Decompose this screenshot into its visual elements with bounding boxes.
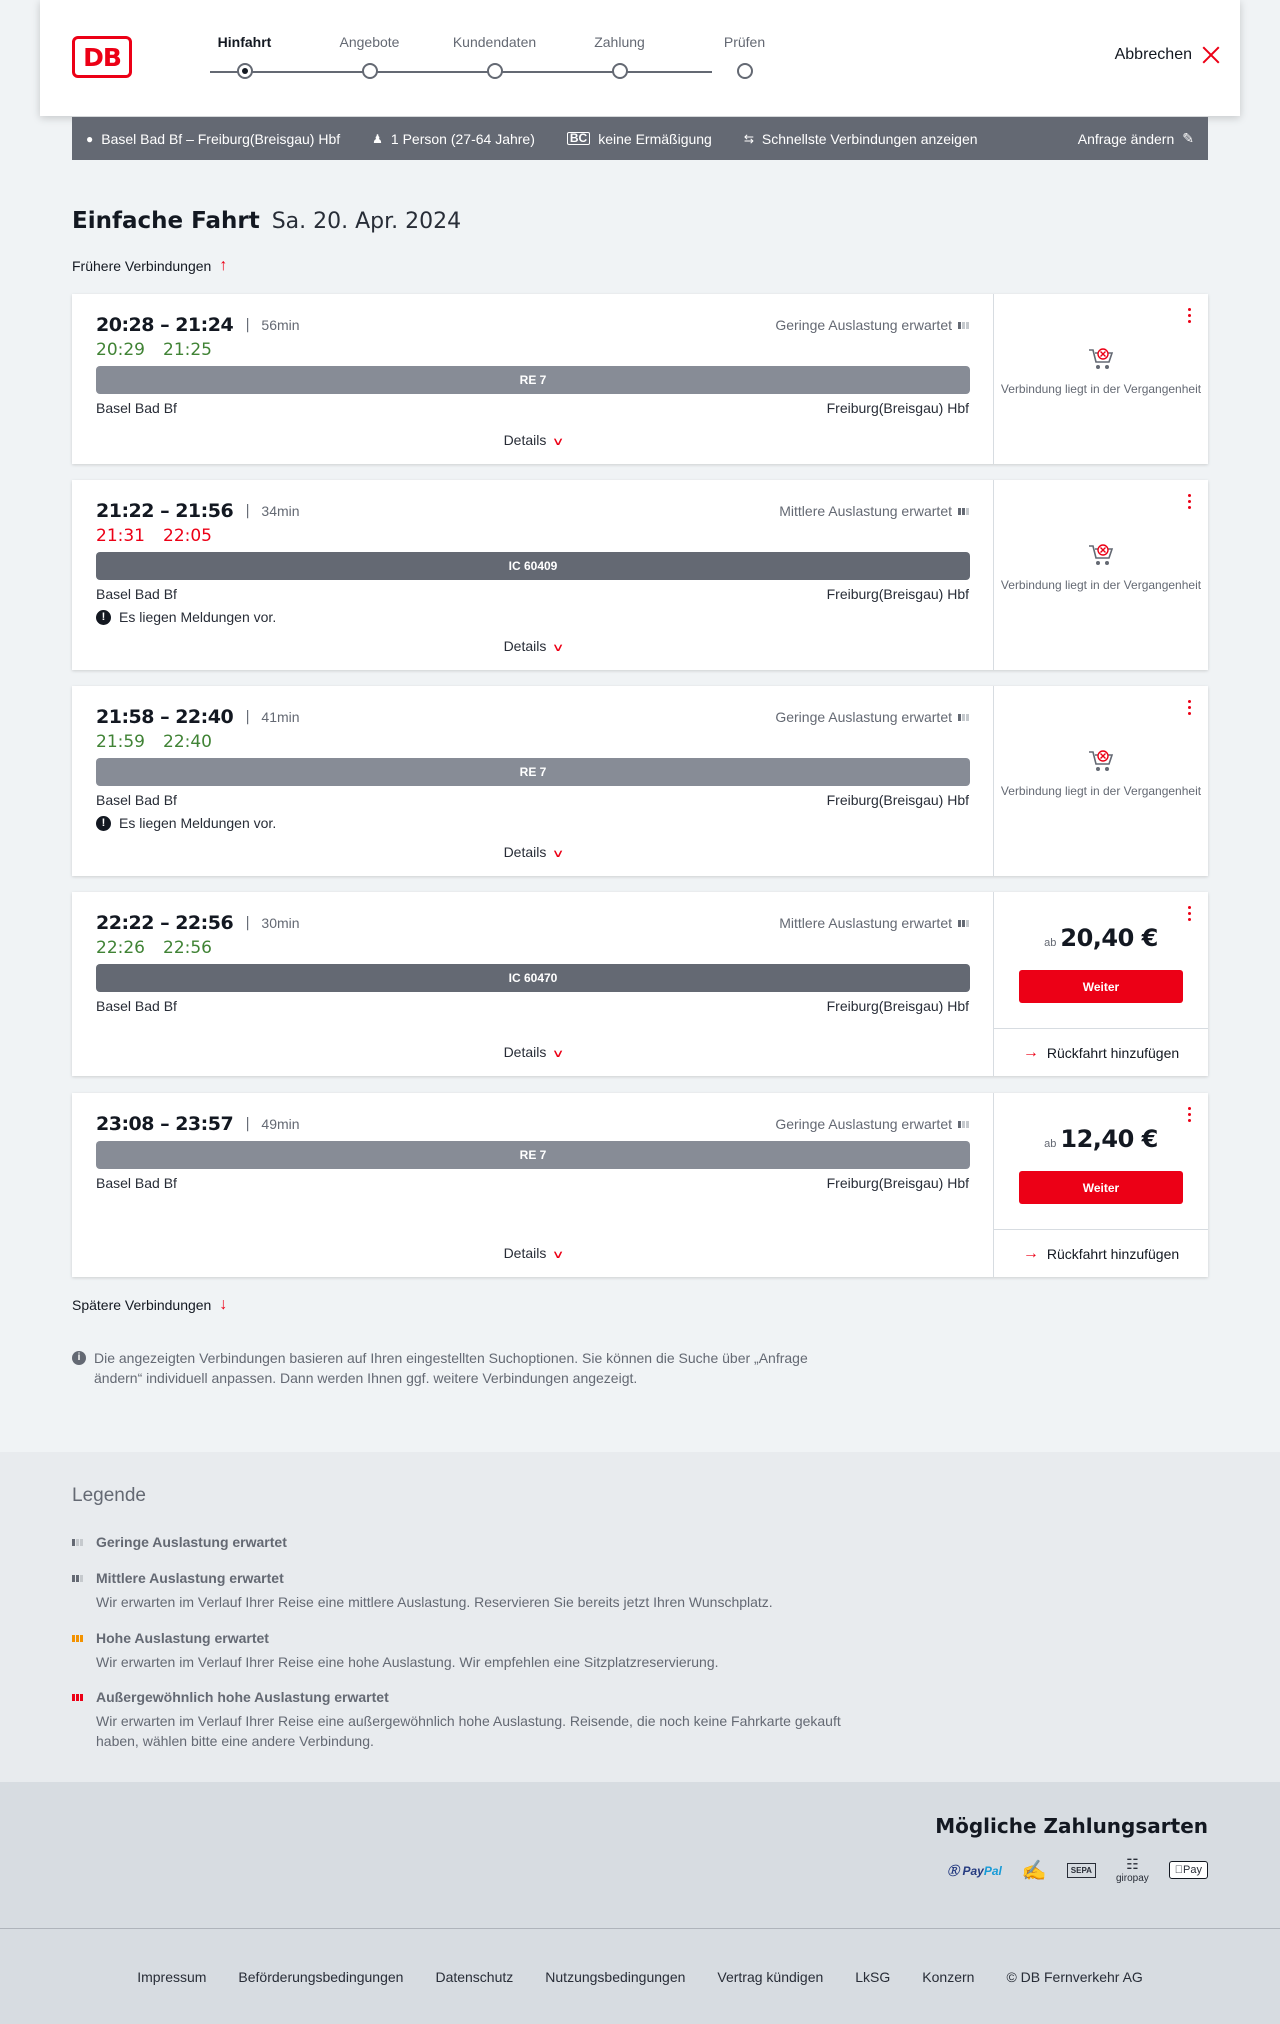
footer-link-befoerderungsbedingungen[interactable]: Beförderungsbedingungen	[238, 1968, 404, 1985]
progress-steps	[182, 32, 807, 92]
realtime-departure: 22:26	[96, 938, 145, 958]
cart-unavailable-icon	[1087, 748, 1115, 774]
details-label: Details	[503, 1044, 547, 1060]
legend-section	[0, 1452, 1280, 1782]
add-return-trip-button[interactable]	[994, 1028, 1208, 1076]
more-options-icon[interactable]	[1188, 494, 1192, 509]
pencil-icon: ✎	[1182, 130, 1194, 146]
occupancy-low-icon	[958, 1121, 969, 1128]
occupancy-indicator	[779, 915, 969, 931]
chevron-down-icon: ∨	[551, 848, 565, 860]
cancel-label: Abbrechen	[1114, 46, 1192, 63]
train-bar[interactable]: RE 7	[96, 758, 970, 786]
past-connection-text: Verbindung liegt in der Vergangenheit	[1000, 382, 1202, 396]
past-connection-notice	[994, 346, 1208, 397]
price-prefix: ab	[1044, 1138, 1057, 1150]
arrival-station: Freiburg(Breisgau) Hbf	[826, 400, 969, 416]
step-dot	[612, 63, 628, 79]
separator: |	[245, 1116, 250, 1132]
message-text: Es liegen Meldungen vor.	[119, 815, 277, 831]
header	[40, 0, 1240, 116]
duration: 30min	[261, 915, 300, 931]
arrow-right-icon: →	[1022, 1043, 1039, 1061]
continue-button[interactable]: Weiter	[1019, 970, 1183, 1003]
occupancy-low-icon	[72, 1539, 88, 1546]
occupancy-high-icon	[72, 1635, 88, 1642]
arrival-station: Freiburg(Breisgau) Hbf	[826, 998, 969, 1014]
step-zahlung	[557, 32, 682, 79]
realtime-times	[96, 938, 230, 958]
occupancy-low-icon	[958, 322, 969, 329]
connection-offer-area	[994, 892, 1208, 1076]
legend-item-text: Wir erwarten im Verlauf Ihrer Reise eine mittlere Auslastung. Reservieren Sie bereits jetzt Ihren Wunschplatz.	[96, 1594, 773, 1610]
occupancy-indicator	[779, 503, 969, 519]
details-toggle[interactable]	[72, 432, 994, 448]
connection-card	[72, 892, 1208, 1076]
step-label: Zahlung	[594, 34, 645, 50]
cart-unavailable-icon	[1087, 346, 1115, 372]
realtime-arrival: 22:40	[163, 732, 212, 752]
legend-item	[72, 1689, 856, 1751]
fastest-text: Schnellste Verbindungen anzeigen	[761, 130, 978, 147]
connection-details-area	[72, 892, 994, 1076]
close-icon	[1202, 46, 1220, 64]
connection-offer-area	[994, 294, 1208, 464]
connection-offer-area	[994, 1093, 1208, 1277]
search-info-note	[72, 1348, 852, 1388]
cart-unavailable-icon	[1087, 542, 1115, 568]
price-amount: 12,40 €	[1060, 1125, 1158, 1153]
occupancy-text: Mittlere Auslastung erwartet	[779, 915, 952, 931]
connection-times	[96, 912, 300, 934]
passenger-summary	[372, 131, 535, 147]
past-connection-notice	[994, 748, 1208, 799]
page-title	[72, 208, 461, 234]
step-label: Prüfen	[723, 34, 766, 50]
payment-methods-title: Mögliche Zahlungsarten	[935, 1814, 1208, 1838]
price-display	[994, 1125, 1208, 1153]
realtime-arrival: 22:05	[163, 526, 212, 546]
duration: 41min	[261, 709, 300, 725]
occupancy-text: Geringe Auslastung erwartet	[775, 1116, 952, 1132]
scheduled-times: 21:58 – 22:40	[96, 706, 234, 728]
departure-station: Basel Bad Bf	[96, 586, 177, 602]
footer-link-nutzungsbedingungen[interactable]: Nutzungsbedingungen	[545, 1968, 686, 1985]
realtime-departure: 21:59	[96, 732, 145, 752]
arrow-right-icon: →	[1022, 1244, 1039, 1262]
step-angebote	[307, 32, 432, 79]
departure-station: Basel Bad Bf	[96, 1175, 177, 1191]
credit-card-icon: ✍	[1021, 1859, 1047, 1882]
occupancy-text: Geringe Auslastung erwartet	[775, 709, 952, 725]
change-request-button[interactable]	[1078, 130, 1194, 147]
arrow-up-icon: ↑	[219, 257, 228, 274]
warning-icon: !	[96, 816, 111, 831]
duration: 34min	[261, 503, 300, 519]
chevron-down-icon: ∨	[551, 642, 565, 654]
step-label: Angebote	[339, 34, 400, 50]
more-options-icon[interactable]	[1188, 308, 1192, 323]
search-summary-bar	[72, 117, 1208, 160]
connection-card	[72, 686, 1208, 876]
step-pruefen	[682, 32, 807, 79]
details-label: Details	[503, 844, 547, 860]
trip-date: Sa. 20. Apr. 2024	[271, 209, 462, 234]
payment-icons	[947, 1856, 1208, 1884]
duration: 56min	[261, 317, 300, 333]
realtime-times	[96, 340, 230, 360]
train-bar[interactable]: IC 60409	[96, 552, 970, 580]
occupancy-medium-icon	[958, 508, 969, 515]
passenger-text: 1 Person (27-64 Jahre)	[390, 130, 535, 147]
legend-item-text: Wir erwarten im Verlauf Ihrer Reise eine außergewöhnlich hohe Auslastung. Reisende, die noch keine Fahrkarte gekauft haben, wählen bitte eine andere Verbindung.	[96, 1713, 841, 1749]
info-text: Die angezeigten Verbindungen basieren auf Ihren eingestellten Suchoptionen. Sie können die Suche über „Anfrage ändern“ individuell anpassen. Dann werden Ihnen ggf. weitere Verbindungen angezeigt.	[94, 1350, 808, 1386]
connection-card	[72, 294, 1208, 464]
message-notice[interactable]	[96, 815, 276, 831]
chevron-down-icon: ∨	[551, 1249, 565, 1261]
connection-details-area	[72, 1093, 994, 1277]
message-text: Es liegen Meldungen vor.	[119, 609, 277, 625]
details-label: Details	[503, 1245, 547, 1261]
later-connections-link[interactable]	[72, 1296, 227, 1314]
legend-item	[72, 1570, 856, 1612]
realtime-times	[96, 732, 230, 752]
legend-title: Legende	[72, 1485, 146, 1506]
train-bar[interactable]: RE 7	[96, 1141, 970, 1169]
footer-link-vertrag-kuendigen[interactable]: Vertrag kündigen	[717, 1968, 824, 1985]
connection-details-area	[72, 294, 994, 464]
add-return-trip-button[interactable]	[994, 1229, 1208, 1277]
sepa-icon: SEPA	[1067, 1863, 1096, 1878]
discount-text: keine Ermäßigung	[598, 130, 712, 147]
earlier-label: Frühere Verbindungen	[72, 258, 212, 274]
scheduled-times: 21:22 – 21:56	[96, 500, 234, 522]
separator: |	[245, 503, 250, 519]
details-label: Details	[503, 432, 547, 448]
details-toggle[interactable]	[72, 638, 994, 654]
scheduled-times: 20:28 – 21:24	[96, 314, 234, 336]
earlier-connections-link[interactable]	[72, 257, 227, 275]
connection-times	[96, 314, 300, 336]
legend-item-title: Mittlere Auslastung erwartet	[96, 1570, 284, 1586]
details-toggle[interactable]	[72, 1245, 994, 1261]
separator: |	[245, 317, 250, 333]
message-notice[interactable]	[96, 609, 276, 625]
price-display	[994, 924, 1208, 952]
occupancy-very-high-icon	[72, 1694, 88, 1701]
realtime-arrival: 21:25	[163, 340, 212, 360]
price-prefix: ab	[1044, 937, 1057, 949]
swap-arrows-icon: ⇆	[743, 131, 754, 146]
separator: |	[245, 709, 250, 725]
occupancy-indicator	[775, 709, 969, 725]
step-kundendaten	[432, 32, 557, 79]
bahncard-icon: BC	[567, 132, 590, 145]
fastest-connections-toggle[interactable]	[744, 131, 978, 147]
legend-item-title: Außergewöhnlich hohe Auslastung erwartet	[96, 1689, 389, 1705]
add-return-label: Rückfahrt hinzufügen	[1046, 1245, 1180, 1262]
realtime-times	[96, 526, 230, 546]
departure-station: Basel Bad Bf	[96, 998, 177, 1014]
train-bar[interactable]: IC 60470	[96, 964, 970, 992]
location-pin-icon: ●	[86, 131, 94, 146]
more-options-icon[interactable]	[1188, 700, 1192, 715]
realtime-departure: 20:29	[96, 340, 145, 360]
connection-offer-area	[994, 480, 1208, 670]
giropay-icon: ☷ giropay	[1115, 1856, 1149, 1884]
departure-station: Basel Bad Bf	[96, 792, 177, 808]
info-icon: i	[72, 1351, 86, 1365]
more-options-icon[interactable]	[1188, 1107, 1192, 1122]
connection-offer-area	[994, 686, 1208, 876]
person-icon: ♟	[372, 131, 383, 146]
add-return-label: Rückfahrt hinzufügen	[1046, 1044, 1180, 1061]
train-bar[interactable]: RE 7	[96, 366, 970, 394]
details-label: Details	[503, 638, 547, 654]
discount-summary	[567, 131, 712, 147]
more-options-icon[interactable]	[1188, 906, 1192, 921]
occupancy-low-icon	[958, 714, 969, 721]
occupancy-medium-icon	[958, 920, 969, 927]
legend-item-text: Wir erwarten im Verlauf Ihrer Reise eine hohe Auslastung. Wir empfehlen eine Sitzplatzreservierung.	[96, 1654, 719, 1670]
step-dot	[237, 63, 253, 79]
footer-link-lksg[interactable]: LkSG	[855, 1968, 891, 1985]
chevron-down-icon: ∨	[551, 436, 565, 448]
step-dot	[487, 63, 503, 79]
legend-item-title: Hohe Auslastung erwartet	[96, 1630, 269, 1646]
cancel-button[interactable]	[1115, 46, 1220, 64]
past-connection-text: Verbindung liegt in der Vergangenheit	[1000, 578, 1202, 592]
copyright: © DB Fernverkehr AG	[1006, 1968, 1143, 1985]
legend-item	[72, 1534, 287, 1550]
legend-item-title: Geringe Auslastung erwartet	[96, 1534, 287, 1550]
occupancy-medium-icon	[72, 1575, 88, 1582]
db-logo[interactable]: DB	[72, 36, 132, 78]
arrow-down-icon: ↓	[219, 1296, 228, 1313]
warning-icon: !	[96, 610, 111, 625]
scheduled-times: 22:22 – 22:56	[96, 912, 234, 934]
occupancy-text: Mittlere Auslastung erwartet	[779, 503, 952, 519]
duration: 49min	[261, 1116, 300, 1132]
route-summary	[86, 131, 340, 147]
occupancy-text: Geringe Auslastung erwartet	[775, 317, 952, 333]
trip-type: Einfache Fahrt	[72, 208, 260, 234]
step-dot	[737, 63, 753, 79]
footer	[0, 1928, 1280, 2024]
change-request-label: Anfrage ändern	[1077, 130, 1175, 147]
footer-link-konzern[interactable]: Konzern	[922, 1968, 975, 1985]
connection-details-area	[72, 480, 994, 670]
connection-card	[72, 1093, 1208, 1277]
price-amount: 20,40 €	[1060, 924, 1158, 952]
step-label: Kundendaten	[452, 34, 537, 50]
details-toggle[interactable]	[72, 844, 994, 860]
arrival-station: Freiburg(Breisgau) Hbf	[826, 1175, 969, 1191]
paypal-icon: Ⓡ PayPal	[947, 1863, 1002, 1878]
connection-card	[72, 480, 1208, 670]
separator: |	[245, 915, 250, 931]
scheduled-times: 23:08 – 23:57	[96, 1113, 234, 1135]
occupancy-indicator	[775, 317, 969, 333]
connection-times	[96, 706, 300, 728]
connection-details-area	[72, 686, 994, 876]
realtime-arrival: 22:56	[163, 938, 212, 958]
route-text: Basel Bad Bf – Freiburg(Breisgau) Hbf	[101, 130, 341, 147]
footer-link-impressum[interactable]: Impressum	[137, 1968, 207, 1985]
departure-station: Basel Bad Bf	[96, 400, 177, 416]
connection-times	[96, 500, 300, 522]
past-connection-notice	[994, 542, 1208, 593]
past-connection-text: Verbindung liegt in der Vergangenheit	[1000, 784, 1202, 798]
realtime-departure: 21:31	[96, 526, 145, 546]
payment-methods-section	[0, 1782, 1280, 1928]
occupancy-indicator	[775, 1116, 969, 1132]
arrival-station: Freiburg(Breisgau) Hbf	[826, 586, 969, 602]
applepay-icon: Pay	[1169, 1861, 1208, 1879]
arrival-station: Freiburg(Breisgau) Hbf	[826, 792, 969, 808]
chevron-down-icon: ∨	[551, 1048, 565, 1060]
footer-link-datenschutz[interactable]: Datenschutz	[435, 1968, 514, 1985]
details-toggle[interactable]	[72, 1044, 994, 1060]
continue-button[interactable]: Weiter	[1019, 1171, 1183, 1204]
step-dot	[362, 63, 378, 79]
step-hinfahrt	[182, 32, 307, 79]
legend-item	[72, 1630, 856, 1672]
later-label: Spätere Verbindungen	[72, 1297, 212, 1313]
step-label: Hinfahrt	[217, 34, 272, 50]
connection-times	[96, 1113, 300, 1135]
